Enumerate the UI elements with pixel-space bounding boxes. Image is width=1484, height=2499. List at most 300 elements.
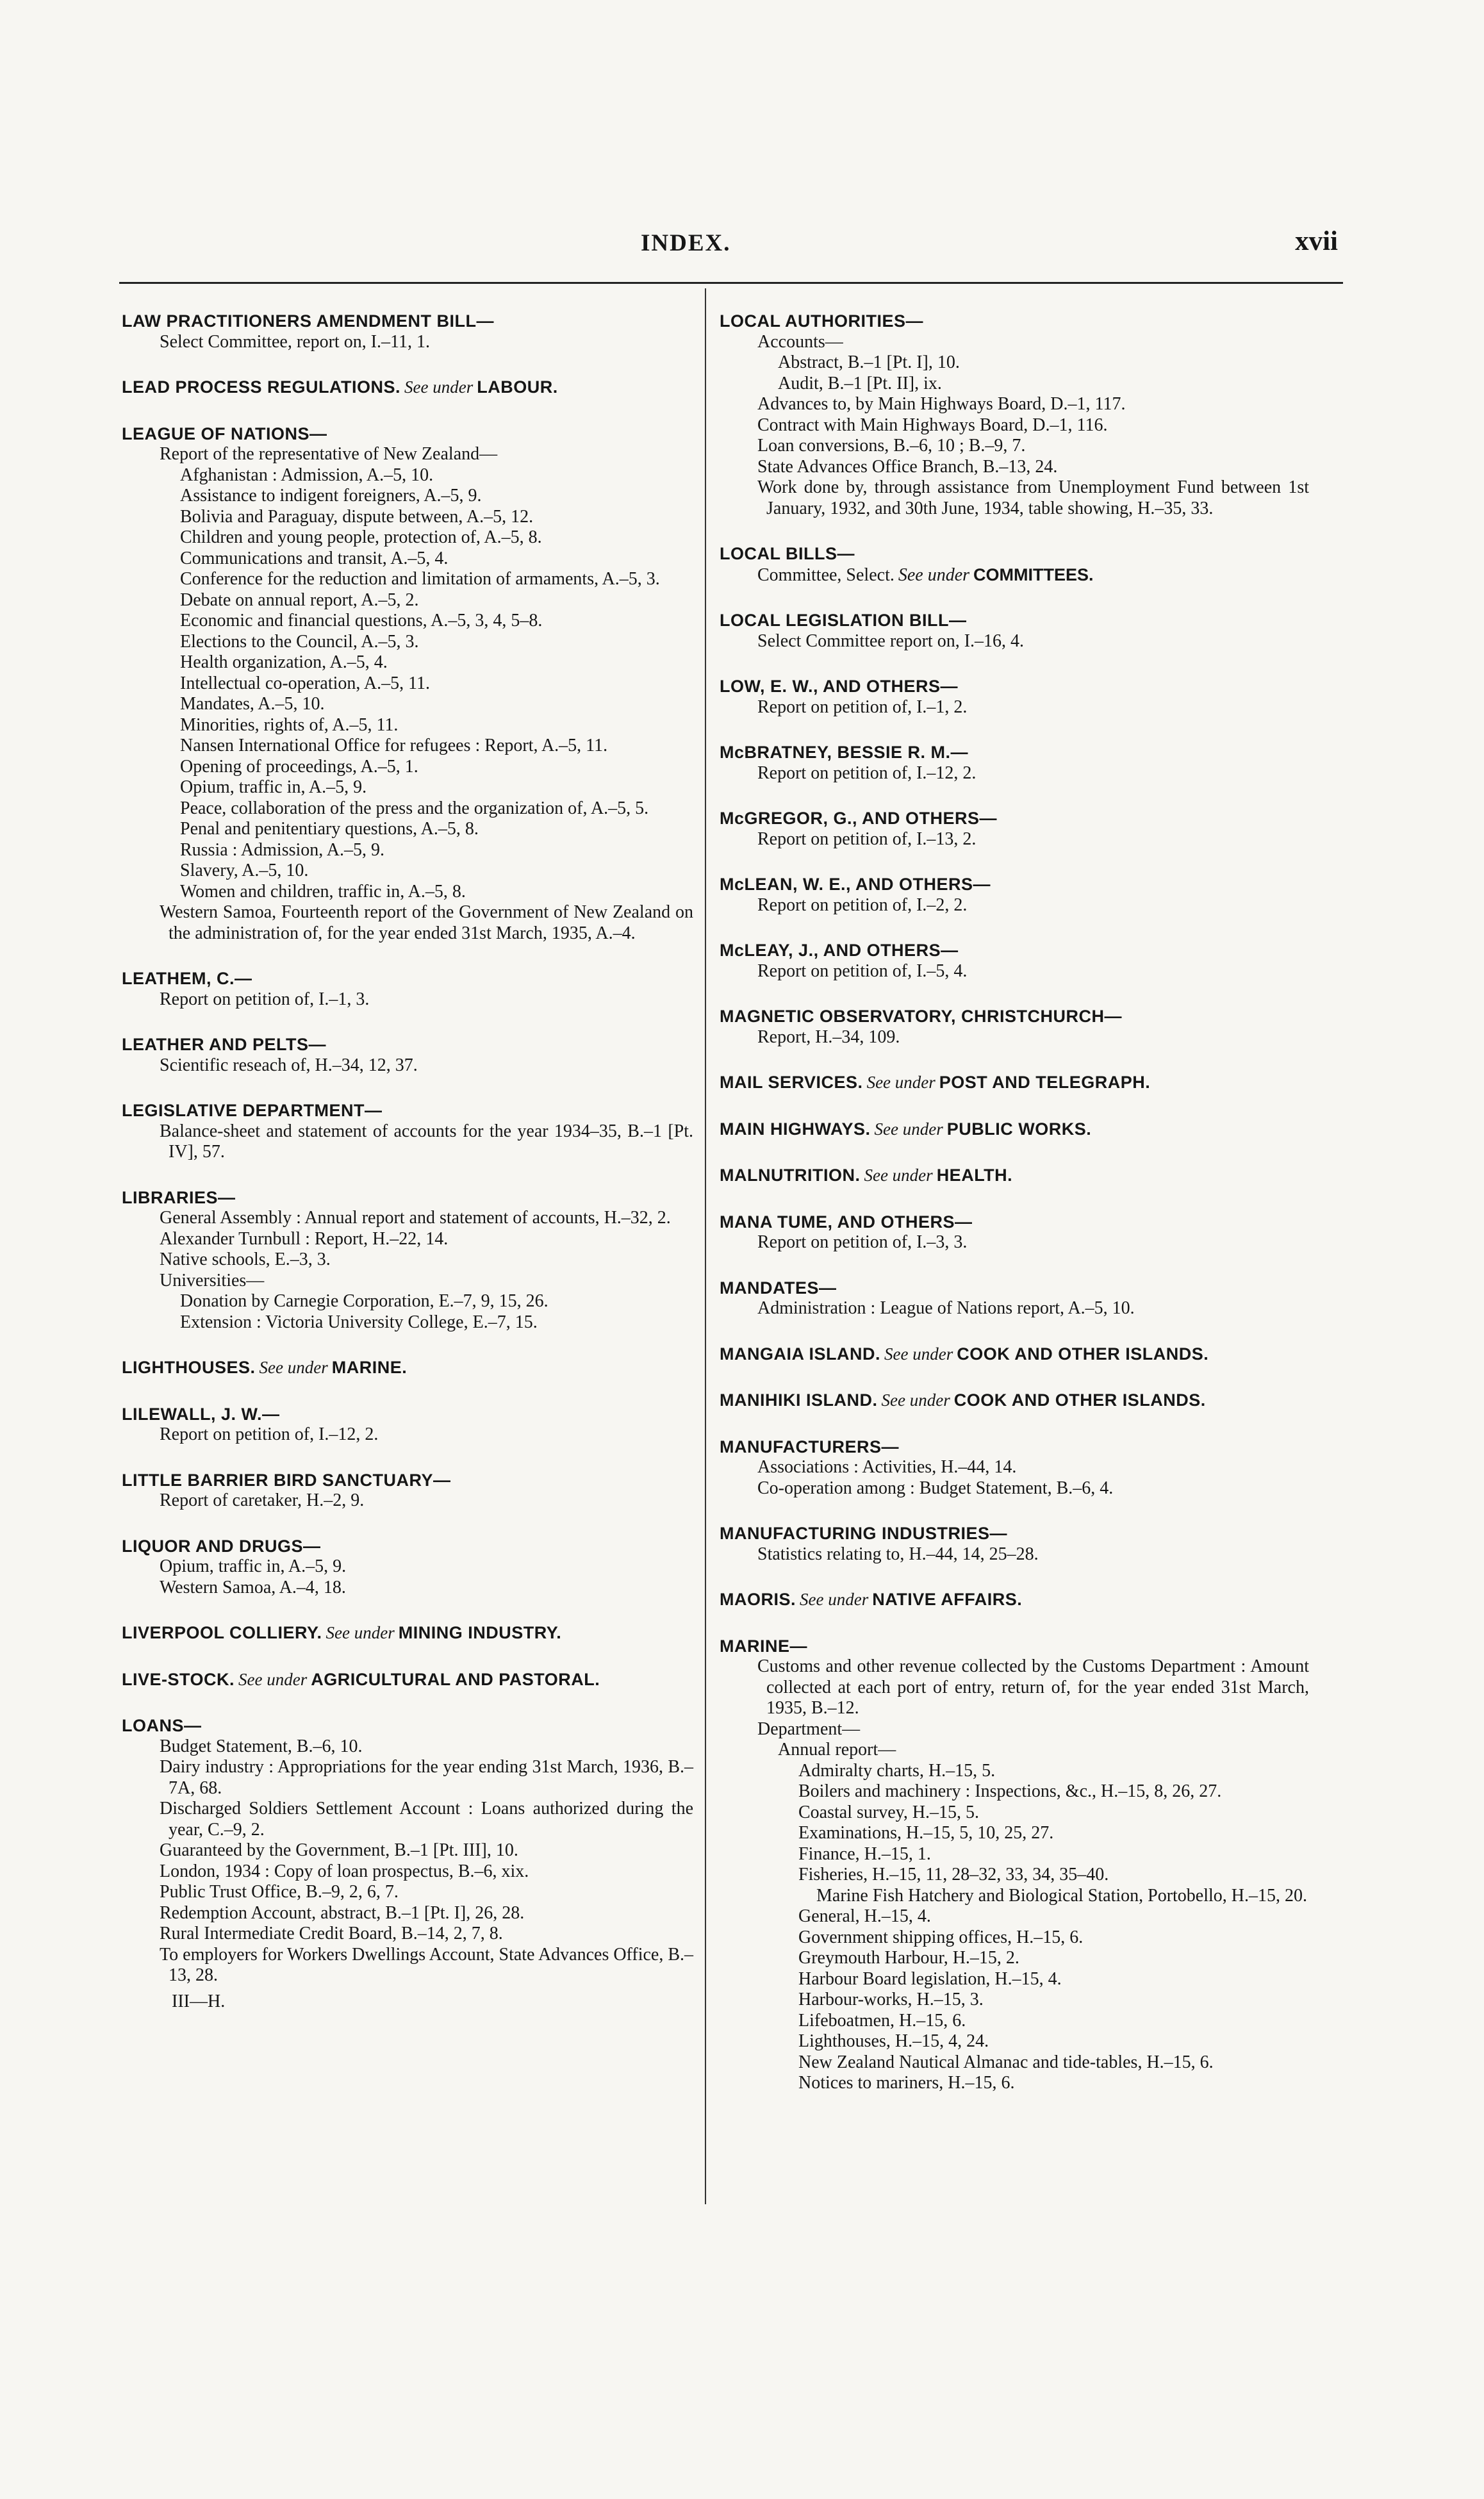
see-under-label: See under xyxy=(898,565,970,585)
index-entry xyxy=(720,311,1309,519)
entry-heading xyxy=(122,968,693,989)
cross-reference: POST AND TELEGRAPH. xyxy=(939,1073,1151,1092)
sub-entry-text: To employers for Workers Dwellings Account, State Advances Office, B.–13, 28. xyxy=(160,1944,694,1985)
sub-entry-text: Select Committee, report on, I.–11, 1. xyxy=(160,331,430,352)
entry-heading xyxy=(720,676,1309,697)
sub-entry xyxy=(146,989,693,1010)
sub-entry xyxy=(146,1121,693,1163)
sub-entry xyxy=(167,652,693,673)
cross-reference: PUBLIC WORKS. xyxy=(946,1119,1092,1139)
cross-reference: LABOUR. xyxy=(477,377,558,397)
index-entry xyxy=(122,1404,693,1446)
sub-entry xyxy=(146,1903,693,1924)
heading-text: LIBRARIES— xyxy=(122,1187,236,1207)
sub-entry-text: Elections to the Council, A.–5, 3. xyxy=(180,631,419,652)
entry-heading xyxy=(720,1636,1309,1657)
sub-entry xyxy=(146,1250,693,1271)
entry-heading xyxy=(720,874,1309,895)
cross-reference: NATIVE AFFAIRS. xyxy=(872,1590,1023,1609)
sub-entry xyxy=(744,477,1309,519)
sub-entry-text: Lifeboatmen, H.–15, 6. xyxy=(798,2010,966,2031)
sub-entry-text: Rural Intermediate Credit Board, B.–14, 2, 7, 8. xyxy=(160,1924,503,1943)
page-number: xvii xyxy=(1295,226,1338,256)
sub-entry-text: New Zealand Nautical Almanac and tide-tables, H.–15, 6. xyxy=(798,2052,1214,2072)
sub-entry xyxy=(167,757,693,778)
sub-entry xyxy=(167,507,693,528)
sub-entry xyxy=(146,1556,693,1578)
heading-text: MALNUTRITION. xyxy=(720,1166,861,1185)
sub-entry xyxy=(167,1291,693,1312)
heading-text: MAORIS. xyxy=(720,1590,796,1609)
index-entry xyxy=(720,940,1309,982)
heading-text: MAGNETIC OBSERVATORY, CHRISTCHURCH— xyxy=(720,1007,1123,1026)
sub-entry xyxy=(146,1578,693,1599)
sub-entry-text: Lighthouses, H.–15, 4, 24. xyxy=(798,2031,989,2051)
entry-heading xyxy=(720,311,1309,332)
sub-entry xyxy=(146,1924,693,1945)
entry-heading xyxy=(720,742,1309,763)
sub-entry-text: Accounts— xyxy=(757,331,843,352)
sub-entry xyxy=(146,1882,693,1903)
index-entry xyxy=(122,1034,693,1076)
sub-entry-text: Report of caretaker, H.–2, 9. xyxy=(160,1490,365,1510)
sub-entry xyxy=(744,1656,1309,1719)
running-head xyxy=(0,226,1484,264)
heading-text: McBRATNEY, BESSIE R. M.— xyxy=(720,743,969,762)
cross-reference: AGRICULTURAL AND PASTORAL. xyxy=(311,1669,600,1689)
entry-heading xyxy=(122,1404,693,1425)
sub-entry-text: Co-operation among : Budget Statement, B.–6, 4. xyxy=(757,1478,1114,1498)
entry-heading xyxy=(720,1589,1309,1610)
heading-text: MAIN HIGHWAYS. xyxy=(720,1119,871,1139)
entry-heading xyxy=(122,377,693,398)
column-divider xyxy=(705,288,706,2204)
see-under-label: See under xyxy=(259,1358,328,1377)
index-entry xyxy=(122,1536,693,1599)
sub-entry xyxy=(785,1865,1309,1886)
sub-entry-text: Opium, traffic in, A.–5, 9. xyxy=(180,777,367,797)
sub-entry xyxy=(744,1544,1309,1565)
see-under-label: See under xyxy=(881,1390,950,1410)
sub-entry-text: Select Committee report on, I.–16, 4. xyxy=(757,631,1025,651)
sub-entry xyxy=(146,1229,693,1250)
sub-entry-text: Contract with Main Highways Board, D.–1, 116. xyxy=(757,415,1108,435)
sub-entry xyxy=(785,1844,1309,1865)
sub-entry-text: Public Trust Office, B.–9, 2, 6, 7. xyxy=(160,1882,399,1902)
sub-entry xyxy=(167,548,693,570)
index-entry xyxy=(122,1622,693,1644)
heading-text: LIGHTHOUSES. xyxy=(122,1358,256,1377)
sub-entry-text: Extension : Victoria University College, E.–7, 15. xyxy=(180,1312,538,1332)
entry-heading xyxy=(720,1212,1309,1233)
sub-entry-text: Harbour-works, H.–15, 3. xyxy=(798,1990,984,2009)
sub-entry-text: Coastal survey, H.–15, 5. xyxy=(798,1802,980,1822)
sub-entry-text: Conference for the reduction and limitation of armaments, A.–5, 3. xyxy=(180,569,660,589)
entry-heading xyxy=(720,1072,1309,1093)
entry-heading xyxy=(720,610,1309,631)
sub-entry-text: Minorities, rights of, A.–5, 11. xyxy=(180,714,399,735)
entry-heading xyxy=(720,1523,1309,1544)
sub-entry xyxy=(167,840,693,861)
index-entry xyxy=(122,1100,693,1163)
sub-entry xyxy=(146,1055,693,1076)
entry-heading xyxy=(720,543,1309,565)
see-under-label: See under xyxy=(404,377,474,397)
entry-heading xyxy=(122,1470,693,1491)
sub-entry-text: Report on petition of, I.–12, 2. xyxy=(757,763,977,783)
sub-entry-text: Greymouth Harbour, H.–15, 2. xyxy=(798,1948,1019,1968)
sub-entry xyxy=(167,715,693,736)
sub-entry xyxy=(785,2052,1309,2074)
sub-entry xyxy=(744,697,1309,718)
sub-entry-text: Associations : Activities, H.–44, 14. xyxy=(757,1457,1017,1477)
sub-entry xyxy=(785,2011,1309,2032)
entry-heading xyxy=(122,1715,693,1736)
sub-entry-text: Abstract, B.–1 [Pt. I], 10. xyxy=(778,352,960,372)
sub-entry-text: Assistance to indigent foreigners, A.–5, 9. xyxy=(180,486,482,506)
sub-entry-text: Notices to mariners, H.–15, 6. xyxy=(798,2073,1015,2093)
sub-entry xyxy=(744,1457,1309,1478)
entry-heading xyxy=(720,1344,1309,1365)
sub-entry-text: Annual report— xyxy=(778,1740,896,1760)
see-under-label: See under xyxy=(800,1590,869,1609)
sub-entry-text: Examinations, H.–15, 5, 10, 25, 27. xyxy=(798,1823,1054,1843)
entry-heading xyxy=(720,1165,1309,1186)
sub-entry xyxy=(146,444,693,465)
sub-entry xyxy=(744,1719,1309,1740)
heading-text: LIVERPOOL COLLIERY. xyxy=(122,1623,322,1642)
page-title: INDEX. xyxy=(641,230,731,256)
heading-text: MARINE— xyxy=(720,1636,807,1656)
left-column xyxy=(122,311,693,2012)
heading-text: McGREGOR, G., AND OTHERS— xyxy=(720,809,998,828)
sub-entry xyxy=(803,1886,1309,1907)
sub-entry xyxy=(167,861,693,882)
sub-entry-text: London, 1934 : Copy of loan prospectus, B.–6, xix. xyxy=(160,1861,529,1881)
heading-text: LOANS— xyxy=(122,1716,202,1735)
sub-entry xyxy=(146,902,693,944)
cross-reference: COOK AND OTHER ISLANDS. xyxy=(953,1390,1206,1410)
sub-entry xyxy=(744,1232,1309,1253)
index-entry xyxy=(720,1344,1309,1365)
sub-entry xyxy=(744,763,1309,784)
sub-entry xyxy=(785,1781,1309,1802)
heading-text: LEAGUE OF NATIONS— xyxy=(122,424,327,443)
sub-entry xyxy=(744,1027,1309,1048)
sub-entry-text: Discharged Soldiers Settlement Account : Loans authorized during the year, C.–9, 2. xyxy=(160,1799,693,1840)
entry-heading xyxy=(122,1669,693,1690)
sub-entry-text: Western Samoa, Fourteenth report of the Government of New Zealand on the administration of, for the year ended 31st March, 1935, A.–4. xyxy=(160,902,693,943)
entry-heading xyxy=(720,1390,1309,1411)
sub-entry-text: Alexander Turnbull : Report, H.–22, 14. xyxy=(160,1228,449,1249)
sub-entry-text: Harbour Board legislation, H.–15, 4. xyxy=(798,1968,1062,1989)
sub-entry-text: Slavery, A.–5, 10. xyxy=(180,861,309,880)
sub-entry xyxy=(785,1990,1309,2011)
entry-heading xyxy=(720,1278,1309,1299)
cross-reference: COOK AND OTHER ISLANDS. xyxy=(957,1344,1209,1364)
heading-text: MANDATES— xyxy=(720,1278,837,1298)
sub-entry-text: Budget Statement, B.–6, 10. xyxy=(160,1736,363,1756)
sub-entry-text: Statistics relating to, H.–44, 14, 25–28. xyxy=(757,1544,1039,1564)
heading-text: LITTLE BARRIER BIRD SANCTUARY— xyxy=(122,1470,451,1490)
sub-entry xyxy=(744,1478,1309,1499)
sub-entry xyxy=(146,1424,693,1446)
sub-entry-text: Universities— xyxy=(160,1270,265,1291)
sub-entry-text: Customs and other revenue collected by the Customs Department : Amount collected at each port of entry, return of, for the year ended 31st March, 1935, B.–12. xyxy=(757,1656,1309,1718)
sub-entry-text: Report of the representative of New Zealand— xyxy=(160,444,498,464)
index-entry xyxy=(720,1072,1309,1093)
sub-entry-text: Children and young people, protection of, A.–5, 8. xyxy=(180,527,542,547)
sub-entry-text: Government shipping offices, H.–15, 6. xyxy=(798,1927,1084,1947)
index-entry xyxy=(720,1636,1309,2094)
sub-entry-text: Report, H.–34, 109. xyxy=(757,1027,900,1047)
right-column xyxy=(720,311,1309,2118)
entry-heading xyxy=(122,311,693,332)
sub-entry-text: Balance-sheet and statement of accounts for the year 1934–35, B.–1 [Pt. IV], 57. xyxy=(160,1121,693,1162)
header-rule xyxy=(119,282,1343,284)
sub-entry-text: Nansen International Office for refugees : Report, A.–5, 11. xyxy=(180,736,608,755)
sub-entry xyxy=(167,632,693,653)
entry-heading xyxy=(122,1622,693,1644)
see-under-label: See under xyxy=(238,1669,308,1689)
sub-entry xyxy=(785,1802,1309,1824)
sub-entry xyxy=(146,1799,693,1840)
heading-text: LEAD PROCESS REGULATIONS. xyxy=(122,377,401,397)
entry-heading xyxy=(122,1100,693,1121)
sub-entry xyxy=(744,436,1309,457)
sub-entry xyxy=(167,486,693,507)
sub-entry xyxy=(167,882,693,903)
heading-text: McLEAN, W. E., AND OTHERS— xyxy=(720,875,991,894)
entry-heading xyxy=(122,1357,693,1378)
index-entry xyxy=(720,1278,1309,1319)
sub-entry-text: Report on petition of, I.–13, 2. xyxy=(757,829,977,849)
heading-text: LIQUOR AND DRUGS— xyxy=(122,1536,321,1556)
sub-entry xyxy=(146,1757,693,1799)
cross-reference: MINING INDUSTRY. xyxy=(398,1623,562,1642)
sub-entry xyxy=(167,777,693,798)
sub-entry-text: Dairy industry : Appropriations for the year ending 31st March, 1936, B.–7A, 68. xyxy=(160,1757,693,1798)
sub-entry-text: Loan conversions, B.–6, 10 ; B.–9, 7. xyxy=(757,436,1026,456)
index-entry xyxy=(122,1187,693,1333)
sub-entry-text: State Advances Office Branch, B.–13, 24. xyxy=(757,456,1058,477)
sub-entry xyxy=(146,1271,693,1292)
entry-heading xyxy=(720,808,1309,829)
heading-text: LOCAL AUTHORITIES— xyxy=(720,311,923,331)
sub-entry xyxy=(785,1948,1309,1969)
sub-entry-text: Committee, Select. xyxy=(757,565,895,585)
sub-entry-text: Report on petition of, I.–1, 2. xyxy=(757,697,968,717)
heading-text: LOW, E. W., AND OTHERS— xyxy=(720,677,959,696)
entry-heading xyxy=(720,1006,1309,1027)
index-entry xyxy=(720,1390,1309,1411)
sub-entry-text: Health organization, A.–5, 4. xyxy=(180,652,388,672)
sub-entry-text: Audit, B.–1 [Pt. II], ix. xyxy=(778,373,942,393)
sub-entry xyxy=(744,565,1309,586)
sub-entry xyxy=(744,961,1309,982)
sub-entry xyxy=(785,1761,1309,1782)
sub-entry xyxy=(167,590,693,611)
sub-entry xyxy=(744,457,1309,478)
sub-entry xyxy=(744,895,1309,916)
index-entry xyxy=(720,1119,1309,1140)
sub-entry-text: Finance, H.–15, 1. xyxy=(798,1843,931,1864)
sub-entry xyxy=(167,736,693,757)
entry-heading xyxy=(122,1187,693,1208)
sub-entry-text: Donation by Carnegie Corporation, E.–7, 9, 15, 26. xyxy=(180,1291,548,1311)
sub-entry xyxy=(146,1736,693,1758)
entry-heading xyxy=(122,1034,693,1055)
see-under-label: See under xyxy=(866,1073,936,1092)
index-entry xyxy=(720,1165,1309,1186)
sub-entry xyxy=(167,569,693,590)
index-entry xyxy=(720,1589,1309,1610)
sub-entry xyxy=(146,1861,693,1883)
sub-entry-text: Russia : Admission, A.–5, 9. xyxy=(180,839,384,860)
see-under-label: See under xyxy=(864,1166,933,1185)
sub-entry xyxy=(167,527,693,548)
sub-entry-text: Communications and transit, A.–5, 4. xyxy=(180,548,449,568)
index-entry xyxy=(720,676,1309,718)
sub-entry-text: Report on petition of, I.–3, 3. xyxy=(757,1232,968,1252)
sub-entry-text: Work done by, through assistance from Unemployment Fund between 1st January, 1932, and 30th June, 1934, table showing, H.–35, 33. xyxy=(757,477,1309,518)
sub-entry-text: Debate on annual report, A.–5, 2. xyxy=(180,590,419,610)
sub-entry xyxy=(167,1312,693,1333)
index-entry xyxy=(720,610,1309,652)
sub-entry-text: Intellectual co-operation, A.–5, 11. xyxy=(180,673,431,693)
sub-entry xyxy=(167,694,693,715)
index-entry xyxy=(122,1357,693,1378)
sub-entry-text: Boilers and machinery : Inspections, &c., H.–15, 8, 26, 27. xyxy=(798,1781,1222,1801)
heading-text: MANUFACTURING INDUSTRIES— xyxy=(720,1524,1007,1543)
sub-entry xyxy=(785,1927,1309,1949)
sub-entry xyxy=(744,394,1309,415)
sub-entry xyxy=(785,1906,1309,1927)
sub-entry xyxy=(167,798,693,820)
sub-entry-text: General Assembly : Annual report and statement of accounts, H.–32, 2. xyxy=(160,1208,671,1228)
sub-entry-text: Opening of proceedings, A.–5, 1. xyxy=(180,756,418,777)
heading-text: MANGAIA ISLAND. xyxy=(720,1344,880,1364)
sub-entry xyxy=(167,673,693,695)
sub-entry xyxy=(146,332,693,353)
sub-entry xyxy=(785,1823,1309,1844)
sub-entry-text: Report on petition of, I.–12, 2. xyxy=(160,1424,379,1444)
index-entry xyxy=(720,742,1309,784)
heading-text: LEATHER AND PELTS— xyxy=(122,1035,326,1054)
heading-text: LAW PRACTITIONERS AMENDMENT BILL— xyxy=(122,311,494,331)
sub-entry xyxy=(744,829,1309,850)
sub-entry-text: Department— xyxy=(757,1719,861,1739)
entry-heading xyxy=(720,940,1309,961)
heading-text: MAIL SERVICES. xyxy=(720,1073,863,1092)
sub-entry xyxy=(146,1208,693,1229)
sub-entry-text: Native schools, E.–3, 3. xyxy=(160,1250,331,1269)
sub-entry-text: Peace, collaboration of the press and the organization of, A.–5, 5. xyxy=(180,798,649,818)
index-entry xyxy=(122,424,693,944)
see-under-label: See under xyxy=(874,1119,943,1139)
sub-entry-text: Report on petition of, I.–1, 3. xyxy=(160,989,370,1009)
sub-entry xyxy=(167,611,693,632)
index-entry xyxy=(122,1669,693,1690)
sub-entry-text: Western Samoa, A.–4, 18. xyxy=(160,1577,346,1597)
sub-entry xyxy=(744,1298,1309,1319)
sub-entry-text: General, H.–15, 4. xyxy=(798,1906,931,1926)
index-entry xyxy=(720,1437,1309,1499)
entry-heading xyxy=(720,1437,1309,1458)
sub-entry-text: Fisheries, H.–15, 11, 28–32, 33, 34, 35–40. xyxy=(798,1865,1109,1885)
sub-entry-text: Women and children, traffic in, A.–5, 8. xyxy=(180,881,466,902)
index-entry xyxy=(720,874,1309,916)
sub-entry xyxy=(167,819,693,840)
sub-entry xyxy=(764,374,1309,395)
sub-entry-text: Economic and financial questions, A.–5, 3, 4, 5–8. xyxy=(180,611,543,631)
sub-entry xyxy=(744,332,1309,353)
sub-entry-text: Scientific reseach of, H.–34, 12, 37. xyxy=(160,1055,418,1075)
sub-entry-text: Mandates, A.–5, 10. xyxy=(180,694,325,714)
heading-text: LOCAL BILLS— xyxy=(720,544,855,563)
heading-text: LEGISLATIVE DEPARTMENT— xyxy=(122,1101,383,1120)
sub-entry xyxy=(744,631,1309,652)
sub-entry xyxy=(146,1945,693,1986)
heading-text: LILEWALL, J. W.— xyxy=(122,1404,280,1424)
cross-reference: HEALTH. xyxy=(936,1166,1013,1185)
entry-heading xyxy=(122,424,693,445)
heading-text: LEATHEM, C.— xyxy=(122,969,252,988)
sub-entry-text: Penal and penitentiary questions, A.–5, 8. xyxy=(180,819,479,839)
heading-text: LOCAL LEGISLATION BILL— xyxy=(720,611,967,630)
index-entry xyxy=(122,311,693,352)
sub-entry xyxy=(146,1490,693,1512)
sub-entry xyxy=(785,2031,1309,2052)
entry-heading xyxy=(122,1536,693,1557)
sub-entry xyxy=(785,2073,1309,2094)
cross-reference: MARINE. xyxy=(331,1358,408,1377)
index-entry xyxy=(122,1715,693,1986)
heading-text: MANA TUME, AND OTHERS— xyxy=(720,1212,973,1232)
heading-text: MANIHIKI ISLAND. xyxy=(720,1390,878,1410)
sub-entry-text: Report on petition of, I.–2, 2. xyxy=(757,895,968,915)
sub-entry-text: Marine Fish Hatchery and Biological Station, Portobello, H.–15, 20. xyxy=(816,1885,1308,1906)
sub-entry xyxy=(146,1840,693,1861)
sub-entry xyxy=(167,465,693,486)
sub-entry-text: Report on petition of, I.–5, 4. xyxy=(757,961,968,981)
heading-text: MANUFACTURERS— xyxy=(720,1437,899,1456)
index-entry xyxy=(122,968,693,1010)
index-entry xyxy=(720,1523,1309,1565)
sub-entry xyxy=(785,1969,1309,1990)
signature-mark: III—H. xyxy=(172,1991,226,2011)
sub-entry xyxy=(764,1740,1309,1761)
entry-heading xyxy=(720,1119,1309,1140)
index-entry xyxy=(720,543,1309,586)
cross-reference: COMMITTEES. xyxy=(973,565,1094,584)
sub-entry-text: Afghanistan : Admission, A.–5, 10. xyxy=(180,465,434,485)
sub-entry xyxy=(744,415,1309,436)
see-under-label: See under xyxy=(884,1344,953,1364)
sub-entry-text: Admiralty charts, H.–15, 5. xyxy=(798,1760,996,1781)
index-entry xyxy=(720,808,1309,850)
heading-text: LIVE-STOCK. xyxy=(122,1669,235,1689)
index-entry xyxy=(122,377,693,398)
sub-entry-text: Opium, traffic in, A.–5, 9. xyxy=(160,1556,347,1576)
heading-text: McLEAY, J., AND OTHERS— xyxy=(720,941,959,960)
index-entry xyxy=(720,1006,1309,1048)
sub-entry-text: Guaranteed by the Government, B.–1 [Pt. III], 10. xyxy=(160,1840,518,1860)
index-entry xyxy=(122,1470,693,1512)
see-under-label: See under xyxy=(326,1623,395,1642)
sub-entry-text: Bolivia and Paraguay, dispute between, A.–5, 12. xyxy=(180,506,534,527)
sub-entry xyxy=(764,352,1309,374)
